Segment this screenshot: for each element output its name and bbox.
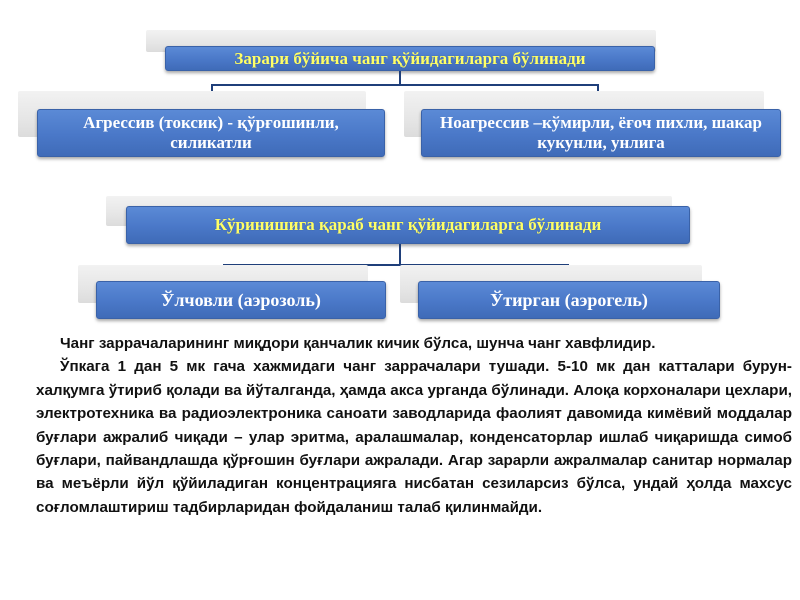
diagram2-title: Кўринишига қараб чанг қўйидагиларга бўлинади (214, 215, 602, 235)
diagram1-right-box (421, 109, 781, 157)
diagram1-title-box (165, 46, 655, 71)
diagram2-right-label: Ўтирган (аэрогель) (490, 289, 648, 310)
body-text (36, 332, 792, 519)
diagram2-left-label: Ўлчовли (аэрозоль) (161, 289, 321, 310)
diagram1-title: Зарари бўйича чанг қўйидагиларга бўлинади (234, 48, 586, 68)
diagram2-right-box (418, 281, 720, 319)
diagram1-left-label: Агрессив (токсик) - қўрғошинли, силикатли (83, 113, 339, 152)
diagram1-connector-bar (211, 84, 598, 86)
paragraph-2: Ўпкага 1 дан 5 мк гача хажмидаги чанг заррачалари тушади. 5-10 мк дан катталари бурун- халқумга ўтириб қолади ва йўталганда, ҳамда акса урганда бўлинади. Алоқа корхоналари цехлари, электротехника ва радиоэлектроника саноати заводларида фаолият давомида кимёвий моддалар буғлари ажралиб чиқади – улар эритма, аралашмалар, конденсаторлар ишлаб чиқаришда симоб буғлари, пайвандлашда қўрғошин буғлари ажралади. Агар зарарли ажралмалар санитар нормалар ва меъёрли йўл қўйиладиган концентрацияга нисбатан сезиларсиз бўлса, ундай ҳолда махсус соғломлаштириш тадбирларидан фойдаланиш талаб қилинмайди. (36, 358, 792, 516)
diagram2-connector-stem (399, 244, 401, 266)
diagram2-title-box (126, 206, 690, 244)
paragraph-1: Чанг заррачаларининг миқдори қанчалик кичик бўлса, шунча чанг хавфлидир. (60, 335, 656, 352)
diagram1-right-label: Ноагрессив –кўмирли, ёғоч пихли, шакар кукунли, унлига (440, 113, 762, 152)
diagram2-left-box (96, 281, 386, 319)
diagram1-left-box (37, 109, 385, 157)
diagram1-connector-stem (399, 71, 401, 85)
